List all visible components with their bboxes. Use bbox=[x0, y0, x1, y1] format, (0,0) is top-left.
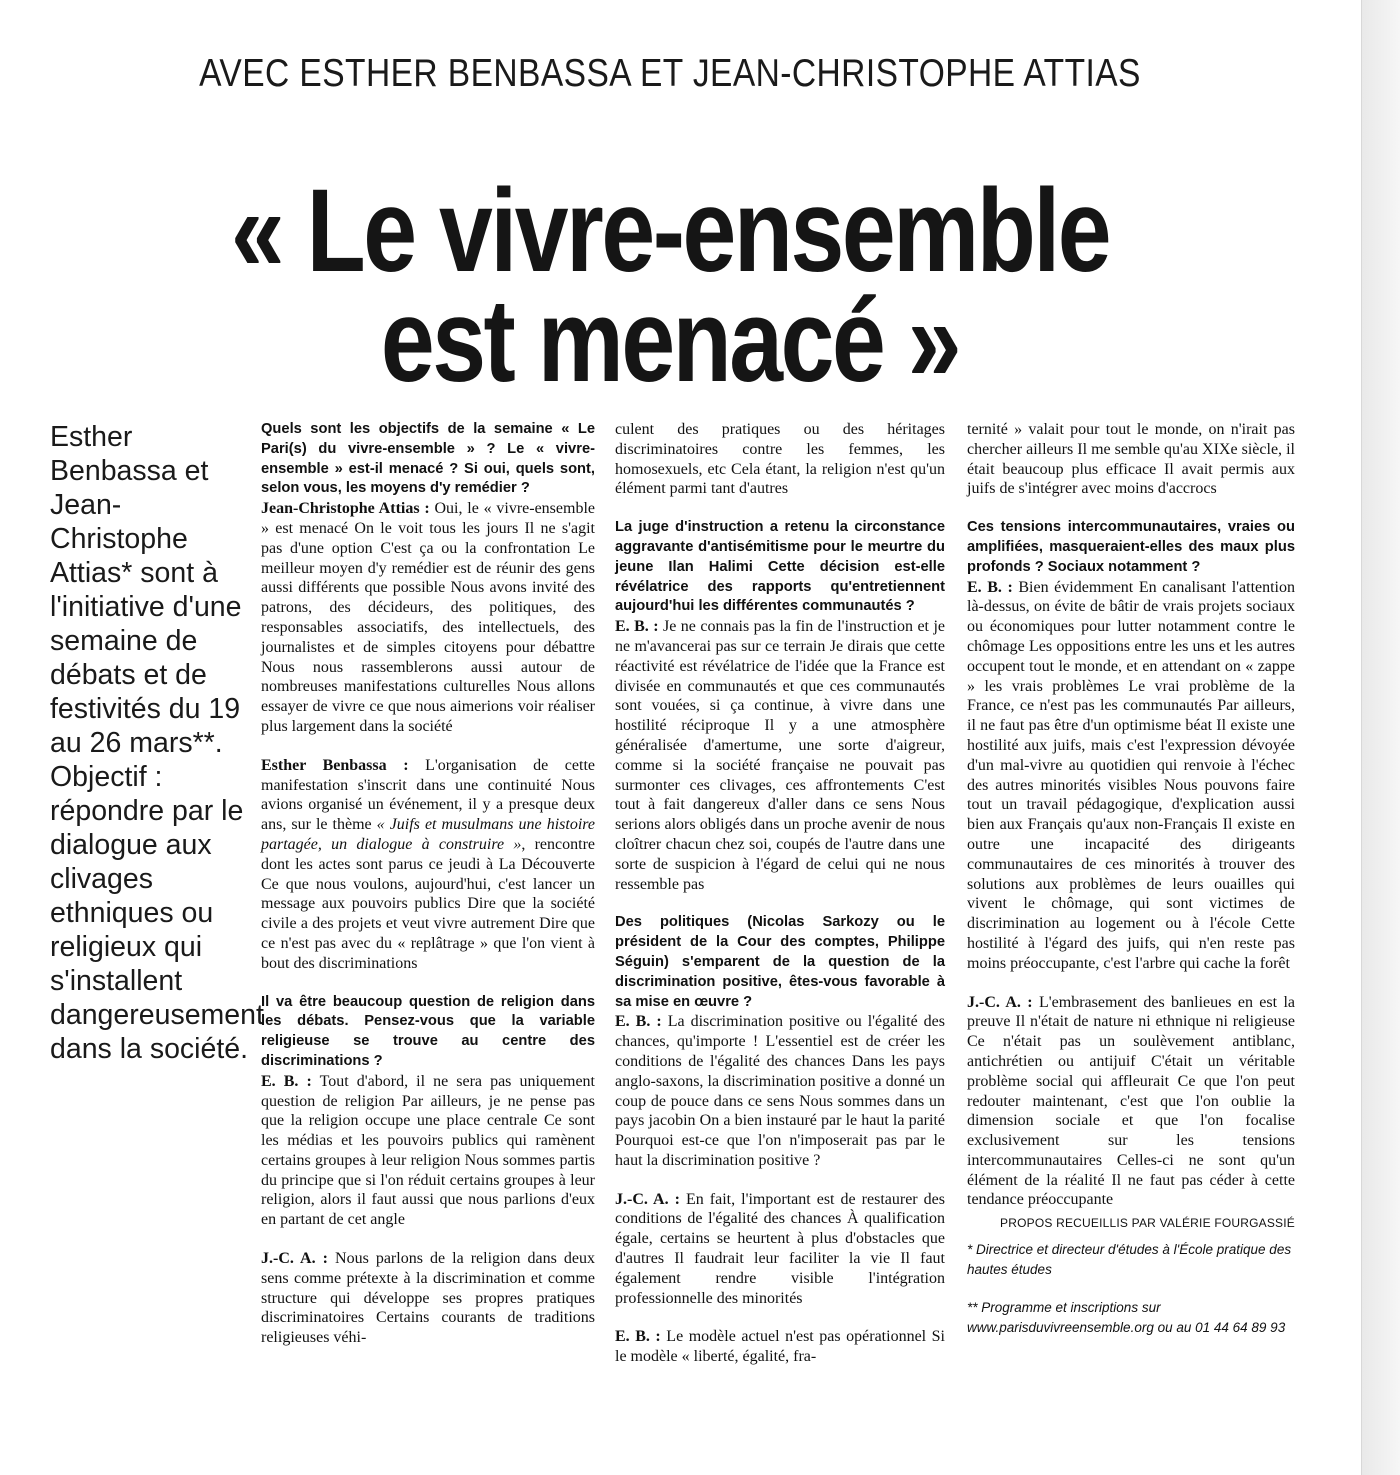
answer-text: Tout d'abord, il ne sera pas uniquement question de religion Par ailleurs, je ne pense pas que la religion occupe une place centrale Ce sont les médias et les pouvoirs publics qui ramènent certains groupes à leur religion Nous sommes partis du principe que si l'on réduit certains groupes à leur religion, alors il faut aussi que nous parlions d'eux en partant de cet angle bbox=[261, 1072, 596, 1229]
column-3 bbox=[967, 420, 1295, 1356]
answer-text: Bien évidemment En canalisant l'attention là-dessus, on évite de bâtir de vrais projets sociaux ou économiques pour lutter notamment contre le chômage Les oppositions entre les uns et les autres occupent tout le monde, et en attendant on « zappe » les vrais problèmes Le vrai problème de la France, ce n'est pas les communautés Par ailleurs, il ne faut pas être d'un optimisme béat Il existe une hostilité aux juifs, mais c'est l'expression dévoyée d'un mal-vivre au quotidien qui renvoie à l'échec des autres minorités visibles Nous pouvons faire tout un travail pédagogique, d'explication aussi bien aux Français qu'aux non-Français Il existe en outre une incapacité des dirigeants communautaires de ces minorités à trouver des solutions aux problèmes de leurs ouailles qui vivent le chômage, qui sont victimes de discrimination au logement ou à l'école Cette hostilité à l'égard des juifs, qui n'en reste pas moins préoccupante, c'est l'arbre qui cache la forêt bbox=[967, 578, 1296, 972]
speaker: E. B. : bbox=[615, 1013, 662, 1031]
question: Des politiques (Nicolas Sarkozy ou le président de la Cour des comptes, Philippe Séguin) s'emparent de la question de la discrimination positive, êtes-vous favorable à sa mise en œuvre ? bbox=[615, 914, 945, 1010]
answer-text: Je ne connais pas la fin de l'instruction et je ne m'avancerai pas sur ce terrain Je dirais que cette réactivité est révélatrice de l'idée que la France est divisée en communautés et que ces communautés sont vouées, si ça continue, à vivre dans une hostilité réciproque Il y a une atmosphère généralisée d'amertume, une sorte d'aigreur, comme si la société française ne pouvait pas surmonter ces clivages, ces affrontements C'est tout à fait dangereux d'aller dans ce sens Nous serions alors obligés dans un proche avenir de nous cloîtrer chacun chez soi, coupés de l'autre dans une sorte de suspicion à l'égard de celui qui ne nous ressemble pas bbox=[615, 618, 945, 893]
answer-text: culent des pratiques ou des héritages discriminatoires contre les femmes, les homosexuels, etc Cela étant, la religion n'est qu'un élément parmi tant d'autres bbox=[615, 421, 945, 498]
column-1 bbox=[261, 420, 595, 1367]
answer-text: En fait, l'important est de restaurer des conditions de l'égalité des chances À qualification égale, certains se heurtent à plus d'obstacles que d'autres Il faudrait leur faciliter la vie Il faut également rendre visible l'intégration professionnelle des minorités bbox=[615, 1190, 945, 1307]
column-2 bbox=[615, 420, 945, 1386]
answer-text: L'organisation de cette manifestation s'inscrit dans une continuité Nous avions organisé un événement, il y a presque deux ans, sur le thème bbox=[261, 756, 595, 834]
speaker: E. B. : bbox=[615, 618, 659, 636]
page-edge bbox=[1361, 0, 1400, 1475]
footnote-program: ** Programme et inscriptions sur www.parisduvivreensemble.org ou au 01 44 64 89 93 bbox=[967, 1300, 1286, 1335]
answer-text: Oui, le « vivre-ensemble » est menacé On le voit tous les jours Il ne s'agit pas d'une option C'est ça ou la confrontation Le meilleur moyen d'y remédier est de réunir des gens aussi différents que possible Nous avons invité des patrons, des décideurs, des politiques, des responsables associatifs, des intellectuels, des journalistes et de simples citoyens pour débattre Nous nous rassemblerons aussi autour de nombreuses manifestations culturelles Nous allons essayer de vivre ce que nous aimerions voir réaliser plus largement dans la société bbox=[261, 500, 596, 735]
answer-text: Nous parlons de la religion dans deux sens comme prétexte à la discrimination et comme structure qui développe ses propres pratiques discriminatoires Certains courants de traditions religieuses véhi- bbox=[261, 1250, 595, 1347]
headline-line-1: « Le vivre-ensemble bbox=[230, 165, 1110, 297]
speaker: Esther Benbassa : bbox=[261, 756, 409, 774]
answer-text: La discrimination positive ou l'égalité des chances, qu'importe ! L'essentiel est de créer les conditions de l'égalité des chances Dans les pays anglo-saxons, la discrimination positive a donné un coup de pouce dans ce sens Nous sommes dans un pays jacobin On a bien instauré par le haut la parité Pourquoi est-ce que l'on n'imposerait pas par le haut la discrimination positive ? bbox=[615, 1013, 945, 1169]
answer-text: L'embrasement des banlieues en est la preuve Il n'était de nature ni ethnique ni religieuse Ce n'était pas un soulèvement antiblanc, antichrétien ou antijuif C'était un véritable problème social qui affleurait Ce que l'on peut redouter maintenant, c'est que l'on oublie la dimension sociale et que l'on focalise exclusivement sur les tensions intercommunautaires Celles-ci ne sont qu'un élément de la réalité Il ne faut pas céder à cette tendance préoccupante bbox=[967, 993, 1296, 1209]
answer-text: Le modèle actuel n'est pas opérationnel Si le modèle « liberté, égalité, fra- bbox=[615, 1328, 946, 1366]
question: La juge d'instruction a retenu la circonstance aggravante d'antisémitisme pour le meurtre du jeune Ilan Halimi Cette décision est-elle révélatrice des rapports qu'entretiennent aujourd'hui les différentes communautés ? bbox=[615, 519, 945, 615]
speaker: J.-C. A. : bbox=[615, 1190, 680, 1208]
article-headline bbox=[121, 165, 1220, 407]
quoted-title: « Juifs et musulmans une histoire partagée, un dialogue à construire » bbox=[261, 816, 595, 853]
interview-credit: PROPOS RECUEILLIS PAR VALÉRIE FOURGASSIÉ bbox=[1000, 1216, 1295, 1231]
answer-text: ternité » valait pour tout le monde, on n'irait pas chercher ailleurs Il me semble qu'au XIXe siècle, il était beaucoup plus efficace Il avait permis aux juifs de s'intégrer avec moins d'accrocs bbox=[967, 421, 1295, 498]
footnote-authors: * Directrice et directeur d'études à l'École pratique des hautes études bbox=[967, 1242, 1292, 1277]
speaker: J.-C. A. : bbox=[261, 1250, 328, 1268]
speaker: Jean-Christophe Attias : bbox=[261, 500, 430, 518]
speaker: E. B. : bbox=[967, 578, 1013, 596]
question: Quels sont les objectifs de la semaine « Le Pari(s) du vivre-ensemble » ? Le « vivre-ensemble » est-il menacé ? Si oui, quels sont, selon vous, les moyens d'y remédier ? bbox=[261, 421, 595, 497]
answer-text: , rencontre dont les actes sont parus ce jeudi à La Découverte Ce que nous voulons, aujourd'hui, c'est lancer un message aux pouvoirs publics Dire que la société civile a des projets et veut vivre autrement Dire que ce n'est pas avec du « replâtrage » que l'on vient à bout des discriminations bbox=[261, 835, 596, 972]
question: Il va être beaucoup question de religion dans les débats. Pensez-vous que la variable religieuse se trouve au centre des discriminations ? bbox=[261, 993, 595, 1069]
speaker: E. B. : bbox=[615, 1328, 661, 1346]
question: Ces tensions intercommunautaires, vraies ou amplifiées, masqueraient-elles des maux plus profonds ? Sociaux notamment ? bbox=[967, 519, 1295, 575]
speaker: E. B. : bbox=[261, 1072, 312, 1090]
article-kicker: AVEC ESTHER BENBASSA ET JEAN-CHRISTOPHE ATTIAS bbox=[199, 52, 1141, 95]
article-intro: Esther Benbassa et Jean-Christophe Attias* sont à l'initiative d'une semaine de débats et de festivités du 19 au 26 mars**. Objectif : répondre par le dialogue aux clivages ethniques ou religieux qui s'installent dangereusement dans la société. bbox=[50, 421, 264, 1065]
headline-line-2: est menacé » bbox=[380, 275, 960, 407]
speaker: J.-C. A. : bbox=[967, 993, 1033, 1011]
